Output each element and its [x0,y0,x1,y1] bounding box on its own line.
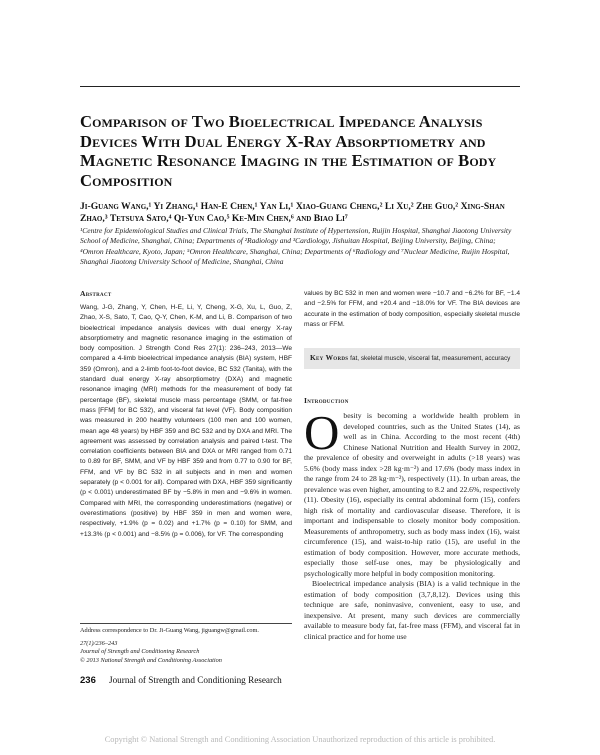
footer-journal-title: Journal of Strength and Conditioning Research [109,675,282,685]
footnotes [80,627,292,665]
drop-cap: O [304,405,340,460]
abstract-section [80,289,292,540]
volume-info: 27(1)/236–243 [80,639,118,647]
introduction-heading: Introduction [304,396,349,405]
header-rule [80,86,520,87]
copyright-note: © 2013 National Strength and Conditioning Association [80,656,222,664]
author-list: Ji-Guang Wang,¹ Yi Zhang,¹ Han-E Chen,¹ Yan Li,¹ Xiao-Guang Cheng,² Li Xu,² Zhe Guo,² Xing-Shan Zhao,³ Tetsuya Sato,⁴ Qi-Yun Cao,⁵ Ke-Min Chen,⁶ and Biao Li⁷ [80,201,505,224]
page-number: 236 [80,675,96,686]
journal-name: Journal of Strength and Conditioning Research [80,648,200,656]
intro-paragraph-1-text: besity is becoming a worldwide health problem in developed countries, such as the United States (14), as well as in China. According to the most recent (4th) Chinese National Nutrition and Health Survey in 2002, the prevalence of obesity and overweight in adults (>18 years) was 5.6% (body mass index >28 kg·m⁻²) and 17.6% (body mass index in the range from 24 to 28 kg·m⁻²), respectively (11). In urban areas, the prevalence was even higher, amounting to 8.2 and 22.6%, respectively (11). Obesity (16), especially its central abdominal form (15), confers high risk of mortality and cardiovascular disease. Therefore, it is important and indispensable to closely monitor body composition. Measurements of anthropometry, such as body mass index (16), waist circumference (15), and waist-to-hip ratio (15), are useful in the estimation of body composition. However, more accurate methods, especially those self-use ones, may be physiologically and psychologically more helpful in body composition monitoring. [304,411,520,578]
copyright-watermark: Copyright © National Strength and Conditioning Association Unauthorized reproduction of this article is prohibited. [104,735,496,744]
affiliations: ¹Centre for Epidemiological Studies and Clinical Trials, The Shanghai Institute of Hypertension, Ruijin Hospital, Shanghai Jiaotong University School of Medicine, Shanghai, China; Departments of ²Radiology and ³Cardiology, Jishuitan Hospital, Beijing University, Beijing, China; ⁴Omron Healthcare, Kyoto, Japan; ⁵Omron Healthcare, Shanghai, China; Departments of ⁶Radiology and ⁷Nuclear Medicine, Ruijin Hospital, Shanghai Jiaotong University School of Medicine, Shanghai, China [80,226,512,267]
abstract-text-continued: values by BC 532 in men and women were −10.7 and −6.2% for BF, −1.4 and −2.5% for FFM, and +20.4 and −18.0% for VF. The BIA devices are accurate in the estimation of body composition, especially skeletal muscle mass or FFM. [304,290,520,328]
keywords-label: Key Words [310,353,349,362]
correspondence-note: Address correspondence to Dr. Ji-Guang Wang, jiguangw@gmail.com. [80,627,259,634]
intro-paragraph-1 [304,405,520,579]
keywords-text: fat, skeletal muscle, visceral fat, measurement, accuracy [350,355,511,362]
introduction-body [304,405,520,642]
footnote-rule [80,623,292,624]
abstract-text: Wang, J-G, Zhang, Y, Chen, H-E, Li, Y, Cheng, X-G, Xu, L, Guo, Z, Zhao, X-S, Sato, T, Cao, Q-Y, Chen, K-M, and Li, B. Comparison of two bioelectrical impedance analysis devices with dual energy X-ray absorptiometry and magnetic resonance imaging in the estimation of body composition. J Strength Cond Res 27(1): 236–243, 2013—We compared a 4-limb bioelectrical impedance analysis (BIA) system, HBF 359 (Omron), and a 2-limb foot-to-foot device, BC 532 (Tanita), with the standard dual energy X-ray absorptiometry (DXA) and magnetic resonance imaging (MRI) methods for the measurement of body fat percentage (BF), skeletal muscle mass percentage (SMM, or fat-free mass [FFM] for BC 532), and visceral fat level (VF). Body composition was measured in 200 healthy volunteers (100 men and 100 women, mean age 48 years) by HBF 359 and BC 532 and by DXA and MRI. The agreement was assessed by correlation analysis and paired t-test. The correlation coefficients between BIA and DXA or MRI ranged from 0.71 to 0.89 for BF, SMM, and VF by HBF 359 and from 0.77 to 0.90 for BF, FFM, and VF by BC 532 in all subjects and in men and women separately (p < 0.001 for all). Compared with DXA, HBF 359 significantly (p < 0.001) underestimated BF by −5.8% in men and −9.6% in women. Compared with MRI, the corresponding underestimations (negative) or overestimations (positive) by HBF 359 in men and women were, respectively, +1.9% (p = 0.02) and +1.7% (p = 0.10) for SMM, and +13.3% (p < 0.001) and −8.5% (p = 0.006), for VF. The corresponding [80,304,292,538]
intro-paragraph-2: Bioelectrical impedance analysis (BIA) is a valid technique in the estimation of body composition (3,7,8,12). Devices using this technique are safe, noninvasive, convenient, easy to use, and inexpensive. At present, many such devices are commercially available to measure body fat, fat-free mass (FFM), and visceral fat in clinical practice and for home use [304,579,520,641]
article-title: Comparison of Two Bioelectrical Impedance Analysis Devices With Dual Energy X-Ray Absorptiometry and Magnetic Resonance Imaging in the Estimation of Body Composition [80,112,497,190]
keywords-box [304,348,520,369]
abstract-heading: Abstract [80,289,112,298]
